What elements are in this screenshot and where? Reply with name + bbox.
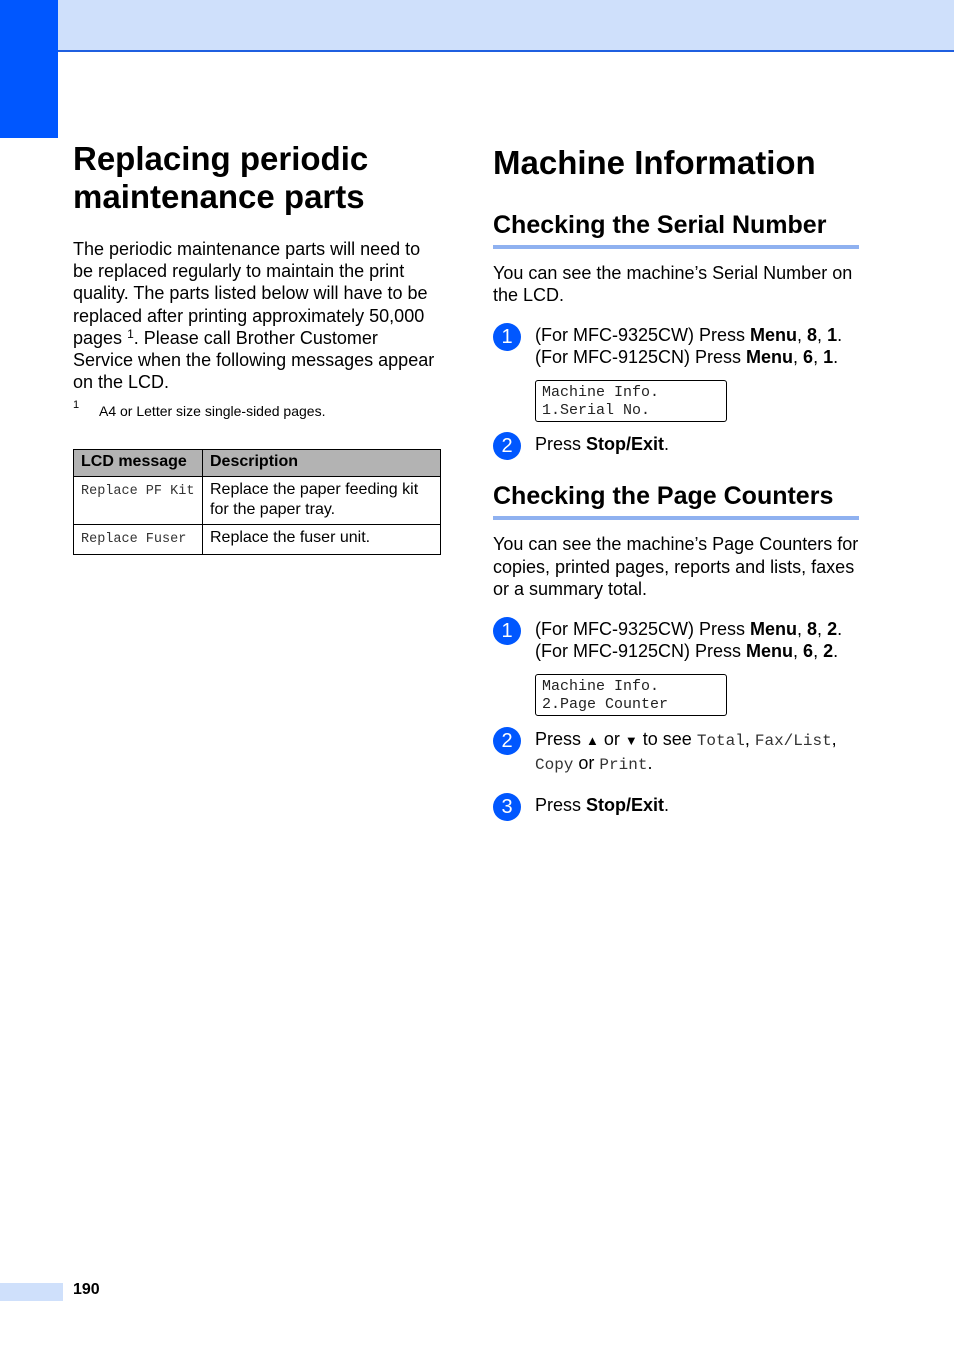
step-text: or — [598, 729, 625, 750]
step-line — [535, 346, 859, 368]
lcd-line-2: 1.Serial No. — [542, 402, 651, 420]
key-number: 2 — [827, 619, 838, 640]
step-text: Press — [535, 434, 587, 455]
key-menu: Menu — [746, 347, 794, 368]
counters-intro: You can see the machine’s Page Counters for copies, printed pages, reports and lists, faxes or a summary total. — [493, 534, 859, 599]
step-number-icon: 3 — [493, 793, 521, 821]
intro-paragraph — [73, 238, 441, 393]
maintenance-table — [73, 449, 441, 555]
serial-step-1 — [493, 324, 859, 422]
step-text: . — [837, 325, 843, 346]
step-text: . — [664, 434, 670, 455]
left-column — [73, 140, 441, 555]
section-title — [73, 140, 441, 216]
page-number-tab — [0, 1283, 63, 1301]
table-header-lcd: LCD message — [74, 450, 203, 477]
step-text: to see — [637, 729, 697, 750]
description-cell: Replace the paper feeding kit for the paper tray. — [203, 477, 441, 525]
step-text: . — [837, 619, 843, 640]
step-text: . — [833, 641, 839, 662]
step-line — [535, 618, 859, 640]
page-number: 190 — [73, 1281, 100, 1298]
table-row — [74, 525, 441, 555]
key-number: 8 — [807, 325, 818, 346]
option-print: Print — [599, 756, 648, 775]
step-line — [535, 640, 859, 662]
chapter-tab — [0, 0, 58, 138]
lcd-line-1: Machine Info. — [542, 678, 660, 696]
step-text: , — [797, 325, 808, 346]
key-number: 6 — [803, 641, 814, 662]
step-line — [535, 752, 859, 776]
step-text: (For MFC-9125CN) Press — [535, 641, 747, 662]
key-menu: Menu — [750, 325, 798, 346]
step-text: , — [813, 641, 824, 662]
page-counters-heading: Checking the Page Counters — [493, 481, 859, 520]
step-line — [535, 324, 859, 346]
intro-text-2: . Please call Brother Customer Service when the following messages appear on the LCD. — [73, 327, 435, 393]
step-number-icon: 1 — [493, 617, 521, 645]
step-text: or — [573, 753, 600, 774]
lcd-line-2: 2.Page Counter — [542, 696, 669, 714]
serial-number-heading: Checking the Serial Number — [493, 210, 859, 249]
option-total: Total — [696, 732, 745, 751]
step-text: , — [793, 641, 804, 662]
step-text: , — [797, 619, 808, 640]
serial-step-2 — [493, 433, 859, 458]
lcd-message-cell: Replace Fuser — [74, 525, 203, 555]
intro-text-1: The periodic maintenance parts will need to be replaced regularly to maintain the print quality. The parts listed below will have to be replaced after printing approximately 50,000 pages — [73, 239, 428, 348]
step-text: Press — [535, 729, 587, 750]
option-fax-list: Fax/List — [754, 732, 832, 751]
lcd-line-1: Machine Info. — [542, 384, 660, 402]
serial-intro: You can see the machine’s Serial Number on the LCD. — [493, 263, 853, 306]
key-number: 1 — [827, 325, 838, 346]
step-number-icon: 2 — [493, 727, 521, 755]
description-cell: Replace the fuser unit. — [203, 525, 441, 555]
step-number-icon: 2 — [493, 432, 521, 460]
table-header-row — [74, 450, 441, 477]
lcd-display — [535, 674, 727, 716]
step-text: . — [833, 347, 839, 368]
key-number: 2 — [823, 641, 834, 662]
footnote-ref: 1 — [127, 326, 134, 341]
step-text: , — [793, 347, 804, 368]
key-menu: Menu — [750, 619, 798, 640]
counters-step-1 — [493, 618, 859, 716]
key-menu: Menu — [746, 641, 794, 662]
key-stop-exit: Stop/Exit — [586, 434, 665, 455]
table-row — [74, 477, 441, 525]
machine-info-title: Machine Information — [493, 144, 816, 181]
key-number: 6 — [803, 347, 814, 368]
step-text: (For MFC-9325CW) Press — [535, 619, 751, 640]
step-text: , — [831, 729, 837, 750]
option-copy: Copy — [535, 756, 574, 775]
step-text: , — [817, 619, 828, 640]
lcd-message-cell: Replace PF Kit — [74, 477, 203, 525]
step-number-icon: 1 — [493, 323, 521, 351]
step-text: , — [813, 347, 824, 368]
right-column — [493, 140, 859, 819]
step-text: Press — [535, 795, 587, 816]
step-text: , — [817, 325, 828, 346]
header-band — [0, 0, 954, 52]
step-text: , — [744, 729, 755, 750]
step-text: (For MFC-9325CW) Press — [535, 325, 751, 346]
section-title-line1: Replacing periodic — [73, 140, 369, 177]
step-line — [535, 728, 859, 752]
key-number: 8 — [807, 619, 818, 640]
up-arrow-icon: ▲ — [586, 733, 599, 749]
step-text: . — [664, 795, 670, 816]
footnote — [73, 399, 441, 423]
step-text: (For MFC-9125CN) Press — [535, 347, 747, 368]
section-title-line2: maintenance parts — [73, 178, 365, 215]
footnote-number: 1 — [73, 399, 80, 412]
counters-step-2 — [493, 728, 859, 776]
key-stop-exit: Stop/Exit — [586, 795, 665, 816]
lcd-display — [535, 380, 727, 422]
table-header-description: Description — [203, 450, 441, 477]
key-number: 1 — [823, 347, 834, 368]
counters-step-3 — [493, 794, 859, 819]
step-text: . — [647, 753, 653, 774]
down-arrow-icon: ▼ — [624, 733, 638, 749]
footnote-text: A4 or Letter size single-sided pages. — [99, 403, 326, 420]
